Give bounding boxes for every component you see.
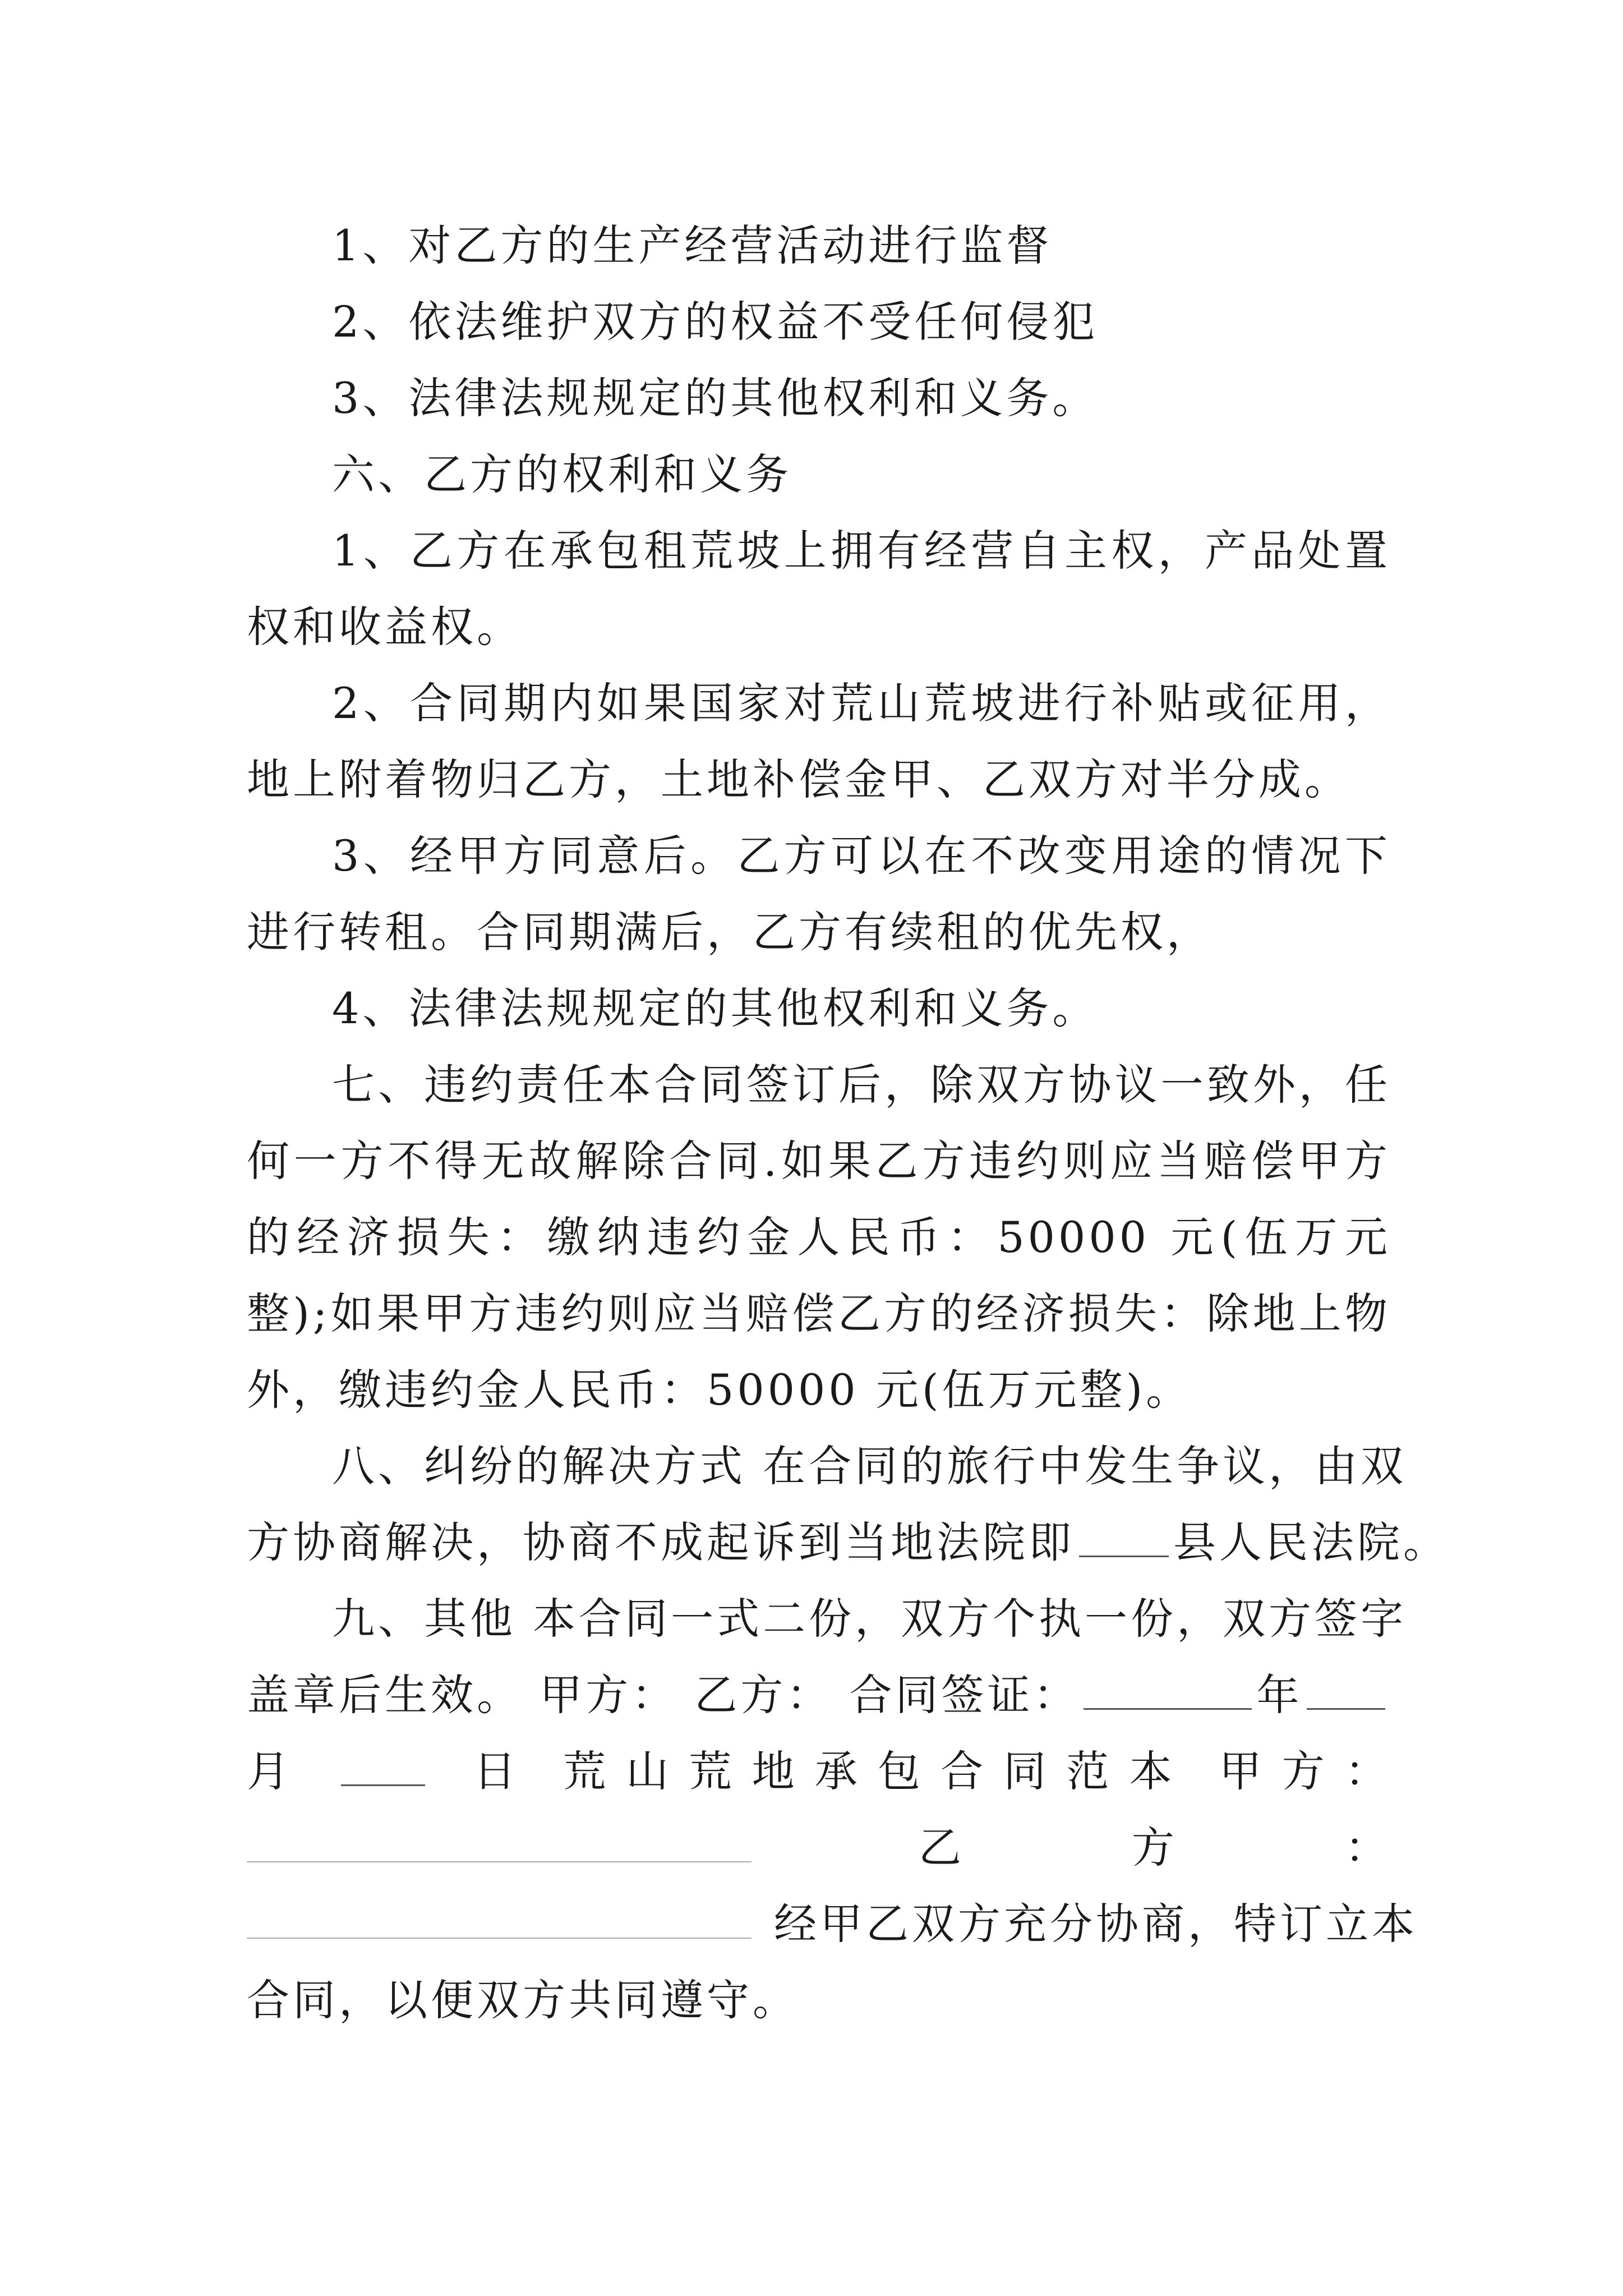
month-blank [1307,1669,1385,1710]
year-blank [1083,1669,1252,1710]
section-heading-6: 六、乙方的权利和义务 [332,449,792,499]
other-line-2 [247,1657,1391,1733]
month-label: 月 [247,1746,293,1796]
party-b-label-b: 方 [1132,1823,1178,1872]
section-8-dispute [247,1428,1449,1581]
other-line-6: 合同，以便双方共同遵守。 [247,1975,799,2025]
other-line-4 [247,1810,1391,1886]
paragraph-5: 2、合同期内如果国家对荒山荒坡进行补贴或征用，地上附着物归乙方，土地补偿金甲、乙双方对半分成。 [247,678,1391,804]
dispute-text-a: 方协商解决，协商不成起诉到当地法院即 [247,1517,1075,1567]
party-a-label: 甲 方 ： [1219,1746,1391,1796]
other-line-1: 九、其他 本合同一式二份，双方个执一份，双方签字 [332,1594,1407,1644]
court-blank [1079,1516,1169,1557]
other-line-3 [247,1733,1391,1810]
party-a-signature-blank [247,1822,751,1862]
section-7-breach: 七、违约责任本合同签订后，除双方协议一致外，任何一方不得无故解除合同.如果乙方违约则应当赔偿甲方的经济损失：缴纳违约金人民币：50000 元(伍万元整);如果甲方违约则应当赔偿乙方的经济损失：除地上物外，缴违约金人民币：50000 元(伍万元整)。 [247,1060,1391,1415]
template-title: 荒 山 荒 地 承 包 合 同 范 本 [563,1746,1175,1796]
party-b-colon: ： [1345,1823,1391,1872]
paragraph-2: 2、依法维护双方的权益不受任何侵犯 [332,297,1099,347]
preamble-text: 经甲乙双方充分协商，特订立本 [774,1899,1418,1949]
paragraph-3: 3、法律法规规定的其他权利和义务。 [332,373,1099,423]
section-9-other [247,1581,1418,2039]
dispute-line-1: 八、纠纷的解决方式 在合同的旅行中发生争议，由双 [332,1441,1407,1491]
paragraph-6: 3、经甲方同意后。乙方可以在不改变用途的情况下进行转租。合同期满后，乙方有续租的优先权， [247,831,1391,957]
paragraph-7: 4、法律法规规定的其他权利和义务。 [332,983,1099,1033]
other-line-5 [247,1886,1418,1962]
dispute-text-b: 县人民法院。 [1173,1517,1449,1567]
party-b-label-a: 乙 [919,1823,965,1872]
paragraph-4: 1、乙方在承包租荒坡上拥有经营自主权，产品处置权和收益权。 [247,526,1391,652]
paragraph-1: 1、对乙方的生产经营活动进行监督 [332,220,1053,270]
document-body [247,208,1449,2039]
party-b-signature-blank [247,1898,751,1939]
dispute-line-2 [247,1504,1449,1581]
day-label: 日 [473,1746,520,1796]
year-label: 年 [1256,1670,1303,1720]
day-blank [341,1745,425,1786]
effect-text: 盖章后生效。 甲方： 乙方： 合同签证： [247,1670,1080,1720]
